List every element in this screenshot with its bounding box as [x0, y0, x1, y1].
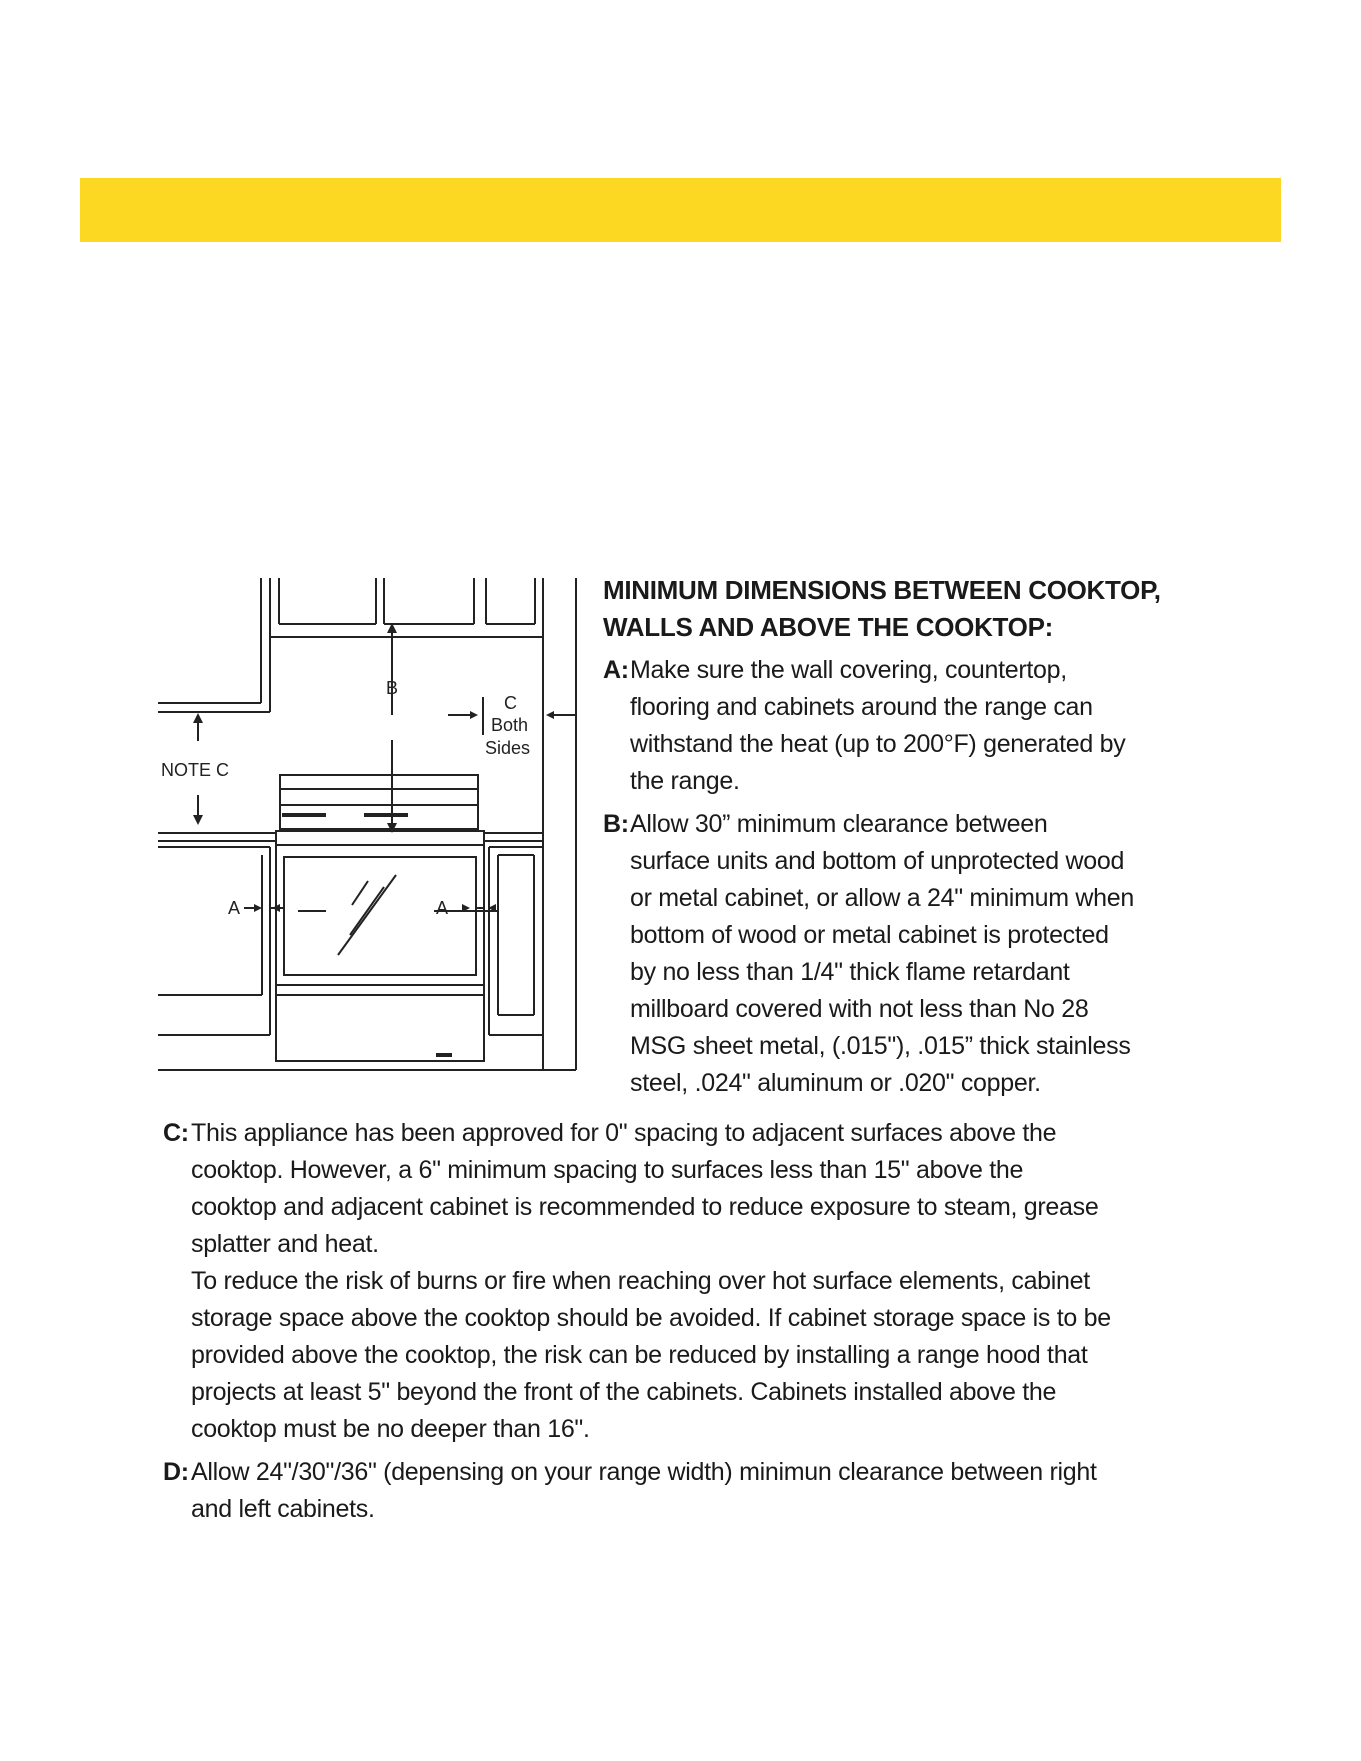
item-a-line: Make sure the wall covering, countertop, — [630, 656, 1067, 684]
item-c-line: cooktop. However, a 6" minimum spacing to surfaces less than 15" above the — [191, 1156, 1024, 1184]
item-a-line: the range. — [630, 767, 740, 795]
clearance-diagram — [158, 575, 590, 1080]
item-c — [163, 1115, 1283, 1448]
label-a-right: A — [436, 898, 449, 918]
item-b-line: or metal cabinet, or allow a 24" minimum when — [630, 884, 1134, 912]
item-c-line: storage space above the cooktop should be avoided. If cabinet storage space is to be — [191, 1304, 1111, 1332]
item-b-line: steel, .024" aluminum or .020" copper. — [630, 1069, 1041, 1097]
item-d-letter: D: — [163, 1458, 189, 1486]
item-a-text — [603, 652, 1323, 800]
item-b-letter: B: — [603, 810, 629, 838]
item-d — [163, 1454, 1283, 1528]
item-c-text — [163, 1115, 1283, 1448]
item-c-letter: C: — [163, 1119, 189, 1147]
label-both: Both — [491, 715, 529, 735]
item-d-line: and left cabinets. — [191, 1495, 375, 1523]
item-c-line: cooktop must be no deeper than 16". — [191, 1415, 590, 1443]
item-b — [603, 806, 1323, 1102]
dimensions-section — [603, 572, 1323, 1102]
item-a-line: flooring and cabinets around the range can — [630, 693, 1093, 721]
label-b: B — [386, 678, 399, 698]
item-c-line: To reduce the risk of burns or fire when reaching over hot surface elements, cabinet — [191, 1267, 1090, 1295]
item-c-line: splatter and heat. — [191, 1230, 379, 1258]
item-c-line: provided above the cooktop, the risk can be reduced by installing a range hood that — [191, 1341, 1088, 1369]
range-installation-figure — [158, 575, 590, 1080]
label-c: C — [504, 693, 517, 713]
item-c-line: This appliance has been approved for 0" spacing to adjacent surfaces above the — [191, 1119, 1057, 1147]
heading-line-1: MINIMUM DIMENSIONS BETWEEN COOKTOP, — [603, 575, 1161, 605]
item-c-line: cooktop and adjacent cabinet is recommended to reduce exposure to steam, grease — [191, 1193, 1099, 1221]
item-b-line: millboard covered with not less than No 28 — [630, 995, 1089, 1023]
item-b-line: MSG sheet metal, (.015"), .015” thick stainless — [630, 1032, 1131, 1060]
item-b-line: surface units and bottom of unprotected wood — [630, 847, 1125, 875]
item-b-line: bottom of wood or metal cabinet is protected — [630, 921, 1109, 949]
section-heading — [603, 572, 1323, 646]
header-banner — [80, 178, 1281, 242]
item-b-line: Allow 30” minimum clearance between — [630, 810, 1048, 838]
item-a-line: withstand the heat (up to 200°F) generated by — [630, 730, 1126, 758]
item-b-text — [603, 806, 1323, 1102]
label-note-c: NOTE C — [161, 760, 230, 780]
item-a-letter: A: — [603, 656, 629, 684]
label-a-left: A — [228, 898, 241, 918]
item-d-text — [163, 1454, 1283, 1528]
notes-section — [163, 1115, 1283, 1528]
item-a — [603, 652, 1323, 800]
item-d-line: Allow 24"/30"/36" (depensing on your range width) minimun clearance between right — [191, 1458, 1097, 1486]
item-b-line: by no less than 1/4" thick flame retardant — [630, 958, 1070, 986]
label-sides: Sides — [485, 738, 531, 758]
item-c-line: projects at least 5" beyond the front of the cabinets. Cabinets installed above the — [191, 1378, 1057, 1406]
heading-line-2: WALLS AND ABOVE THE COOKTOP: — [603, 612, 1053, 642]
